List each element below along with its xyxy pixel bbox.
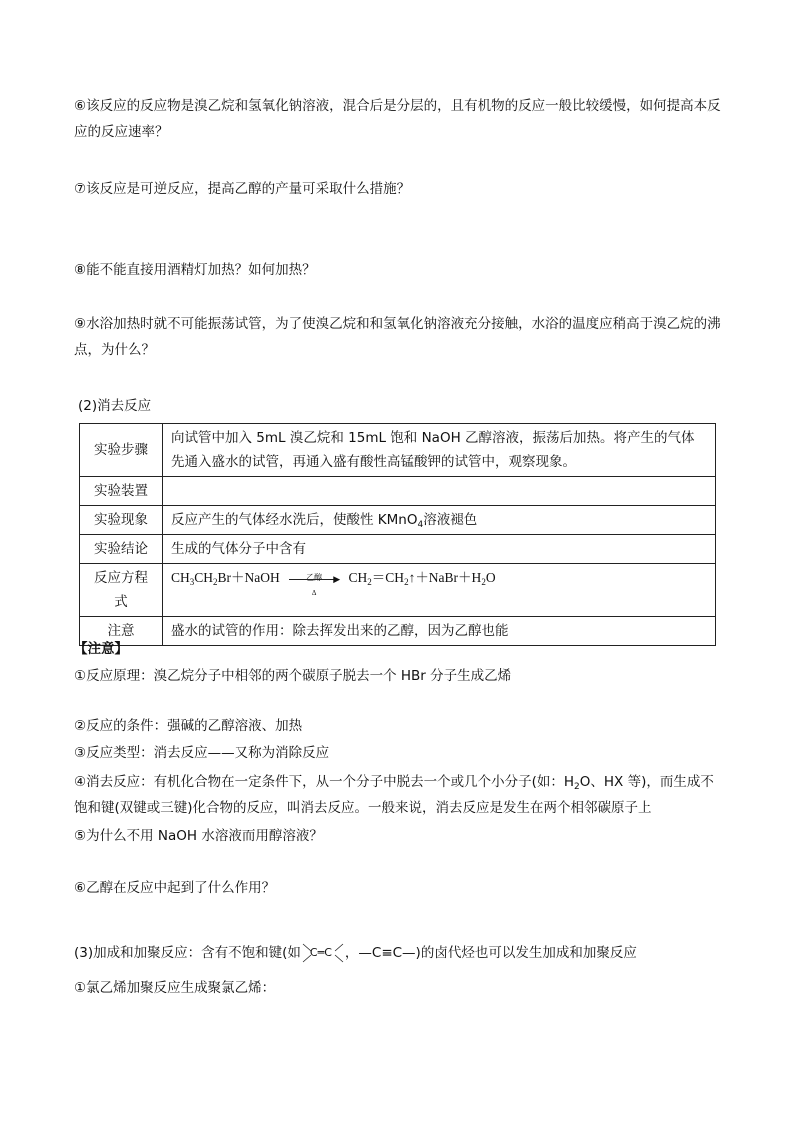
addition-item-1: ①氯乙烯加聚反应生成聚氯乙烯：	[74, 980, 276, 996]
table-row	[80, 506, 716, 535]
note-3: ③反应类型：消去反应——又称为消除反应	[74, 745, 330, 761]
row-value: 生成的气体分子中含有	[163, 535, 716, 564]
experiment-table	[79, 423, 716, 646]
question-7: ⑦该反应是可逆反应，提高乙醇的产量可采取什么措施？	[74, 181, 411, 197]
table-row	[80, 424, 716, 477]
row-value: 盛水的试管的作用：除去挥发出来的乙醇，因为乙醇也能	[163, 617, 716, 646]
notes-heading: 【注意】	[74, 641, 128, 657]
row-value: 向试管中加入 5mL 溴乙烷和 15mL 饱和 NaOH 乙醇溶液，振荡后加热。将产生的气体先通入盛水的试管，再通入盛有酸性高锰酸钾的试管中，观察现象。	[163, 424, 716, 477]
note-2: ②反应的条件：强碱的乙醇溶液、加热	[74, 718, 303, 734]
row-label: 反应方程式	[80, 564, 163, 617]
row-label: 实验装置	[80, 477, 163, 506]
alkene-structure: C═C	[301, 943, 345, 963]
question-8: ⑧能不能直接用酒精灯加热？如何加热？	[74, 262, 316, 278]
table-row	[80, 564, 716, 617]
note-1: ①反应原理：溴乙烷分子中相邻的两个碳原子脱去一个 HBr 分子生成乙烯	[74, 668, 512, 684]
note-6: ⑥乙醇在反应中起到了什么作用？	[74, 880, 276, 896]
row-label: 实验结论	[80, 535, 163, 564]
row-label: 实验现象	[80, 506, 163, 535]
table-row	[80, 535, 716, 564]
row-label: 实验步骤	[80, 424, 163, 477]
row-value	[163, 477, 716, 506]
section-addition-heading: (3)加成和加聚反应：含有不饱和键(如 C═C ，—C≡C—)的卤代烃也可以发生加成和加聚反应	[74, 945, 637, 961]
reaction-arrow: 乙醇 ▶ Δ	[289, 569, 339, 589]
note-4: ④消去反应：有机化合物在一定条件下，从一个分子中脱去一个或几个小分子(如：$H_2O$、HX 等)，而生成不饱和键(双键或三键)化合物的反应，叫消去反应。一般来说，消去反应是发生在两个相邻碳原子上	[74, 774, 714, 816]
note-5: ⑤为什么不用 NaOH 水溶液而用醇溶液？	[74, 828, 323, 844]
row-value: 反应产生的气体经水洗后，使酸性 KMnO$_4$溶液褪色	[163, 506, 716, 535]
section-elimination-heading: (2)消去反应	[78, 398, 152, 414]
question-6: ⑥该反应的反应物是溴乙烷和氢氧化钠溶液，混合后是分层的，且有机物的反应一般比较缓慢，如何提高本反应的反应速率？	[74, 98, 721, 140]
question-9: ⑨水浴加热时就不可能振荡试管，为了使溴乙烷和和氢氧化钠溶液充分接触，水浴的温度应稍高于溴乙烷的沸点，为什么？	[74, 316, 721, 358]
row-label: 注意	[80, 617, 163, 646]
reaction-equation: $CH_3CH_2Br+NaOH$ 乙醇 ▶ Δ $CH_2=CH_2↑+NaBr+H_2O$	[163, 564, 716, 617]
table-row	[80, 477, 716, 506]
